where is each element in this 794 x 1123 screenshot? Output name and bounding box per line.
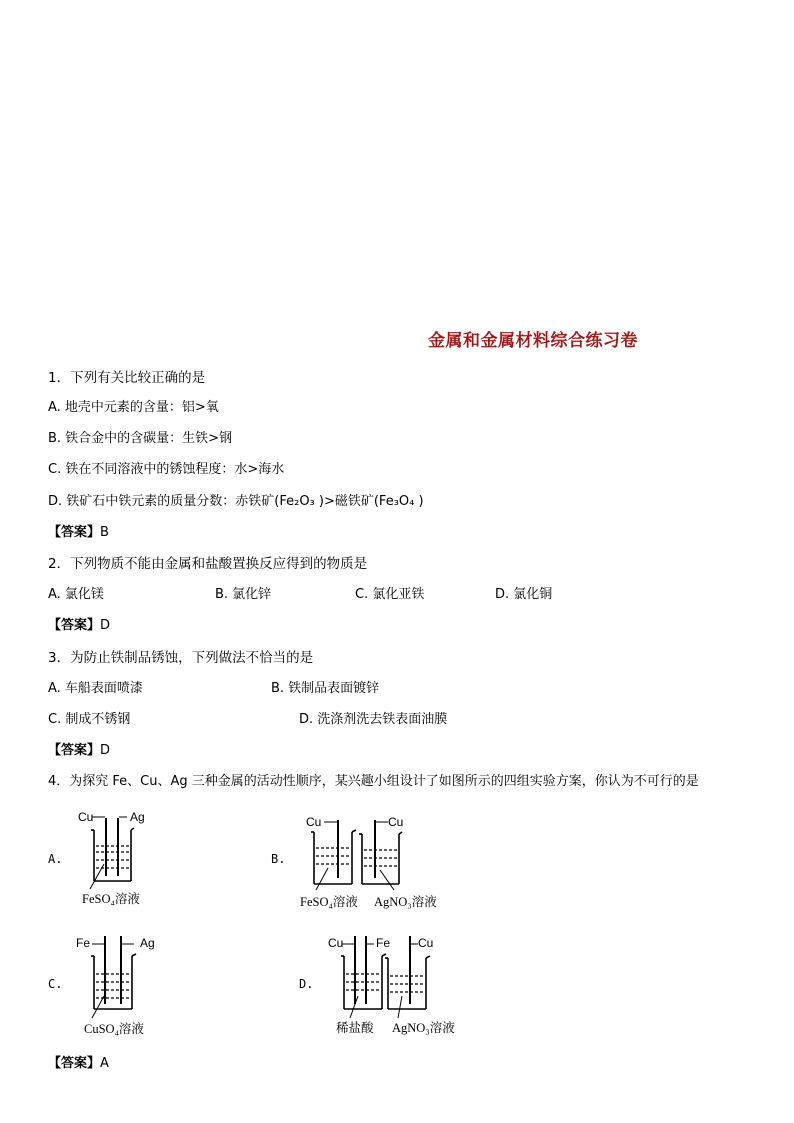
figure-a-left-metal: Cu bbox=[78, 810, 94, 824]
answer-value: D bbox=[100, 618, 111, 633]
answer-value: B bbox=[100, 525, 109, 540]
figure-c-left-metal: Fe bbox=[76, 936, 91, 950]
question-2-option-c: C. 氯化亚铁 bbox=[355, 587, 425, 602]
figure-b-diagram bbox=[300, 812, 450, 897]
question-1-option-d: D. 铁矿石中铁元素的质量分数：赤铁矿(Fe₂O₃ )>磁铁矿(Fe₃O₄ ) bbox=[48, 494, 424, 509]
question-4-option-c: C. bbox=[48, 977, 63, 991]
answer-label: 【答案】 bbox=[48, 525, 101, 540]
figure-b-left-metal: Cu bbox=[306, 815, 322, 829]
question-3-stem: 3．为防止铁制品锈蚀，下列做法不恰当的是 bbox=[48, 650, 314, 666]
question-2-option-a: A. 氯化镁 bbox=[48, 587, 104, 602]
answer-value: D bbox=[100, 743, 111, 758]
question-4-stem: 4．为探究 Fe、Cu、Ag 三种金属的活动性顺序，某兴趣小组设计了如图所示的四组实验方案，你认为不可行的是 bbox=[48, 774, 699, 789]
figure-d-beakers bbox=[328, 934, 478, 1035]
question-4-answer bbox=[48, 1055, 109, 1073]
question-4-option-d: D. bbox=[299, 977, 314, 991]
figure-a-solution: FeSO₄溶液 bbox=[82, 892, 140, 906]
figure-d-metal-1: Cu bbox=[328, 936, 344, 950]
figure-b-beakers bbox=[300, 812, 450, 909]
figure-d-metal-2: Fe bbox=[376, 936, 391, 950]
question-3-option-c: C. 制成不锈钢 bbox=[48, 712, 131, 727]
answer-label: 【答案】 bbox=[48, 618, 101, 633]
question-3-answer bbox=[48, 742, 110, 760]
question-4-option-a: A. bbox=[48, 852, 63, 866]
figure-d-solution-2: AgNO₃溶液 bbox=[392, 1021, 455, 1035]
question-2-answer bbox=[48, 617, 110, 635]
figure-a-right-metal: Ag bbox=[130, 810, 145, 824]
question-3-option-d: D. 洗涤剂洗去铁表面油膜 bbox=[299, 712, 448, 727]
question-2-option-b: B. 氯化锌 bbox=[215, 587, 272, 602]
question-1-answer bbox=[48, 524, 109, 542]
page-title: 金属和金属材料综合练习卷 bbox=[428, 331, 638, 351]
question-3-option-b: B. 铁制品表面镀锌 bbox=[271, 681, 380, 696]
figure-a-beaker bbox=[78, 808, 168, 906]
question-2-option-d: D. 氯化铜 bbox=[495, 587, 553, 602]
question-1-option-a: A. 地壳中元素的含量：铝>氧 bbox=[48, 400, 219, 415]
figure-d-solution-1: 稀盐酸 bbox=[336, 1021, 374, 1035]
question-2-stem: 2．下列物质不能由金属和盐酸置换反应得到的物质是 bbox=[48, 556, 368, 572]
figure-b-solution-2: AgNO₃溶液 bbox=[374, 895, 437, 909]
answer-label: 【答案】 bbox=[48, 743, 101, 758]
question-1-option-b: B. 铁合金中的含碳量：生铁>钢 bbox=[48, 431, 233, 446]
figure-c-solution: CuSO₄溶液 bbox=[84, 1022, 144, 1036]
question-1-stem: 1．下列有关比较正确的是 bbox=[48, 370, 206, 386]
figure-d-diagram bbox=[328, 934, 478, 1024]
figure-b-solution-1: FeSO₄溶液 bbox=[300, 895, 358, 909]
question-3-option-a: A. 车船表面喷漆 bbox=[48, 681, 143, 696]
figure-d-metal-3: Cu bbox=[418, 936, 434, 950]
question-4-option-b: B. bbox=[271, 852, 286, 866]
figure-c-right-metal: Ag bbox=[140, 936, 155, 950]
answer-label: 【答案】 bbox=[48, 1056, 101, 1071]
figure-b-right-metal: Cu bbox=[388, 815, 404, 829]
question-1-option-c: C. 铁在不同溶液中的锈蚀程度：水>海水 bbox=[48, 462, 285, 477]
answer-value: A bbox=[100, 1056, 109, 1071]
figure-c-beaker bbox=[76, 934, 168, 1036]
